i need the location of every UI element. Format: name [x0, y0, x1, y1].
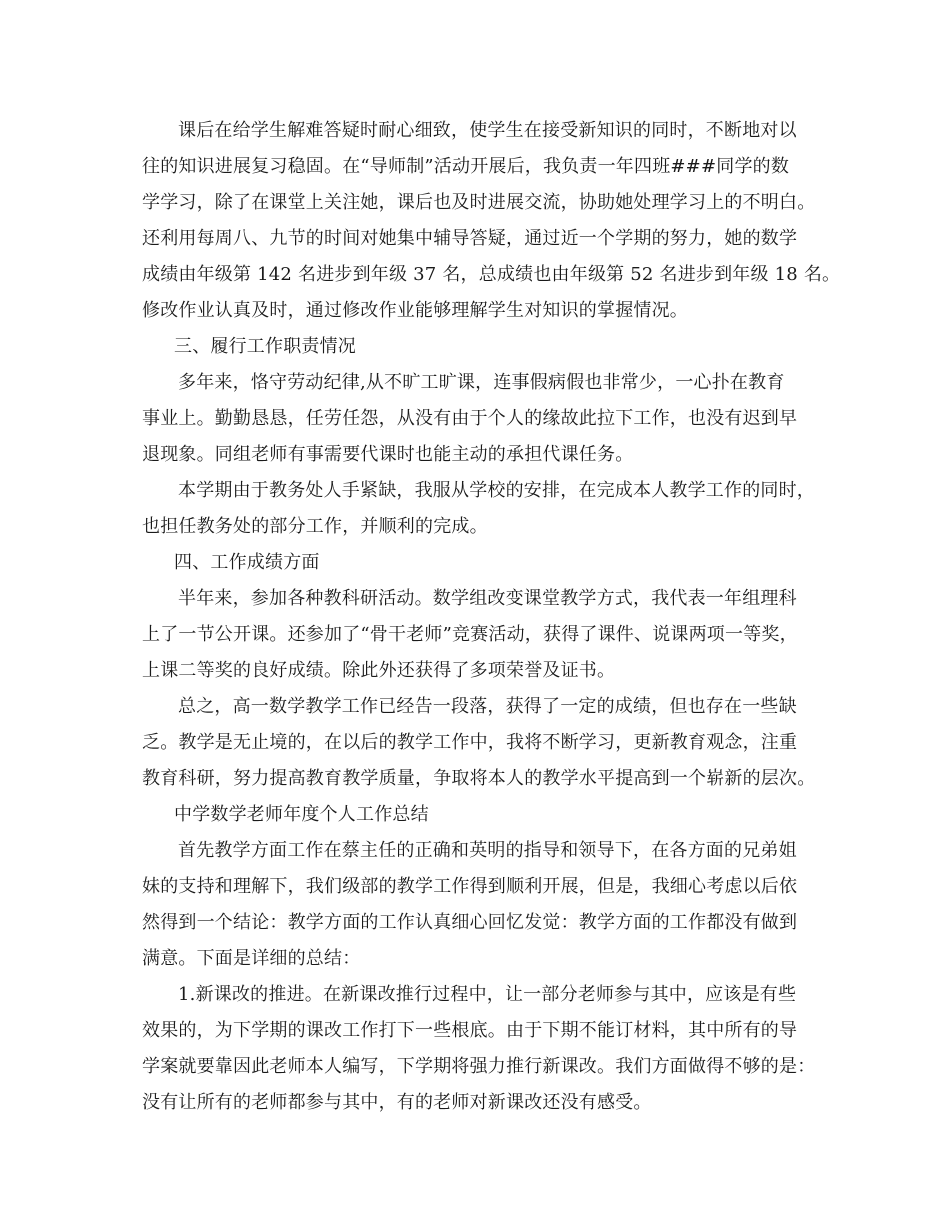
- text-line: 妹的支持和理解下，我们级部的教学工作得到顺利开展，但是，我细心考虑以后依: [142, 876, 798, 897]
- text-line: 上课二等奖的良好成绩。除此外还获得了多项荣誉及证书。: [142, 660, 616, 681]
- text-line: 成绩由年级第 142 名进步到年级 37 名，总成绩也由年级第 52 名进步到年级 18 名。: [142, 264, 841, 285]
- text-line: 课后在给学生解难答疑时耐心细致，使学生在接受新知识的同时，不断地对以: [178, 120, 797, 141]
- text-line: 往的知识进展复习稳固。在“导师制”活动开展后，我负责一年四班###同学的数: [142, 156, 790, 177]
- text-line: 还利用每周八、九节的时间对她集中辅导答疑，通过近一个学期的努力，她的数学: [142, 228, 798, 249]
- text-line: 半年来，参加各种教科研活动。数学组改变课堂教学方式，我代表一年组理科: [178, 588, 797, 609]
- text-line: 修改作业认真及时，通过修改作业能够理解学生对知识的掌握情况。: [142, 300, 688, 321]
- text-line: 本学期由于教务处人手紧缺，我服从学校的安排，在完成本人教学工作的同时，: [178, 480, 815, 501]
- text-line: 也担任教务处的部分工作，并顺利的完成。: [142, 516, 488, 537]
- text-line: 多年来，恪守劳动纪律,从不旷工旷课，连事假病假也非常少，一心扑在教育: [178, 372, 785, 393]
- text-line: 然得到一个结论：教学方面的工作认真细心回忆发觉：教学方面的工作都没有做到: [142, 912, 798, 933]
- section-heading: 四、工作成绩方面: [174, 552, 320, 573]
- section-heading: 三、履行工作职责情况: [174, 336, 356, 357]
- text-line: 1.新课改的推进。在新课改推行过程中，让一部分老师参与其中，应该是有些: [178, 984, 797, 1005]
- text-line: 退现象。同组老师有事需要代课时也能主动的承担代课任务。: [142, 444, 634, 465]
- text-line: 总之，高一数学教学工作已经告一段落，获得了一定的成绩，但也存在一些缺: [178, 696, 797, 717]
- text-line: 学案就要靠因此老师本人编写，下学期将强力推行新课改。我们方面做得不够的是：: [142, 1056, 816, 1077]
- document-subtitle: 中学数学老师年度个人工作总结: [174, 804, 429, 825]
- document-body: [142, 113, 841, 1121]
- text-line: 乏。教学是无止境的，在以后的教学工作中，我将不断学习，更新教育观念，注重: [142, 732, 798, 753]
- text-line: 没有让所有的老师都参与其中，有的老师对新课改还没有感受。: [142, 1092, 652, 1113]
- text-line: 教育科研，努力提高教育教学质量，争取将本人的教学水平提高到一个崭新的层次。: [142, 768, 816, 789]
- text-line: 首先教学方面工作在蔡主任的正确和英明的指导和领导下，在各方面的兄弟姐: [178, 840, 797, 861]
- text-line: 事业上。勤勤恳恳，任劳任怨，从没有由于个人的缘故此拉下工作，也没有迟到早: [142, 408, 798, 429]
- text-line: 效果的，为下学期的课改工作打下一些根底。由于下期不能订材料，其中所有的导: [142, 1020, 798, 1041]
- text-line: 满意。下面是详细的总结：: [142, 948, 361, 969]
- text-line: 上了一节公开课。还参加了“骨干老师”竞赛活动，获得了课件、说课两项一等奖，: [142, 624, 798, 645]
- text-line: 学学习，除了在课堂上关注她，课后也及时进展交流，协助她处理学习上的不明白。: [142, 192, 816, 213]
